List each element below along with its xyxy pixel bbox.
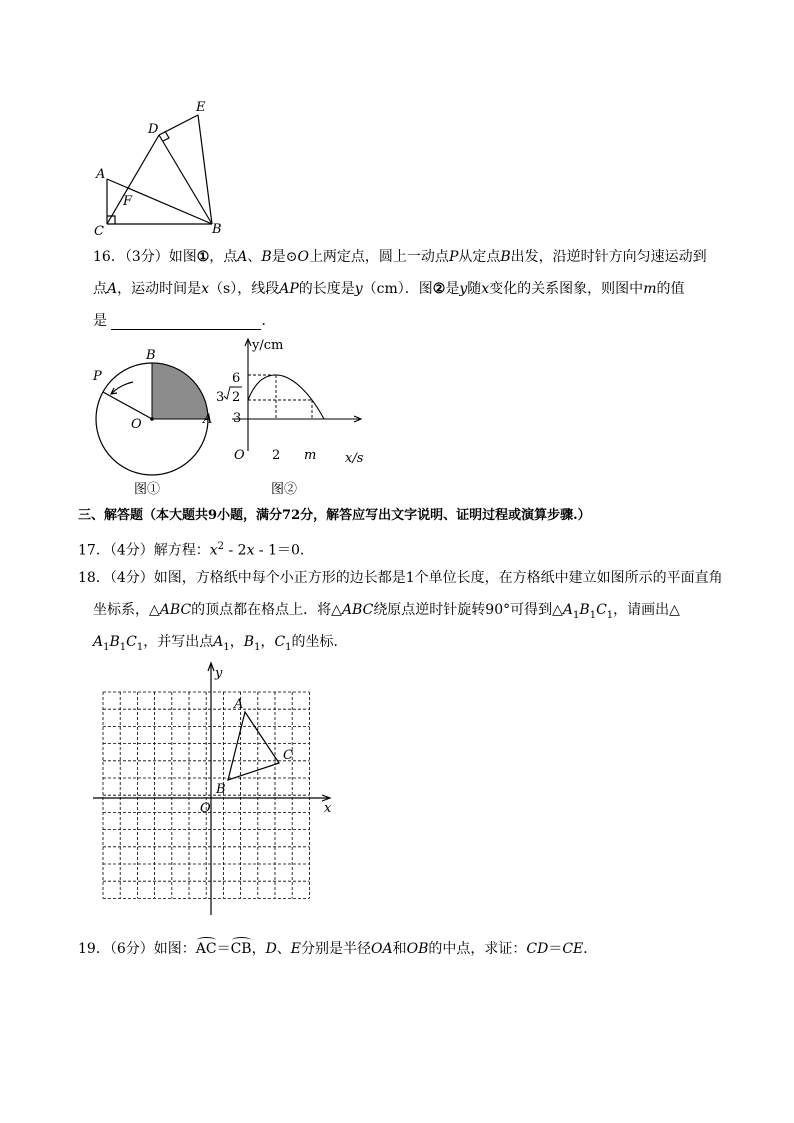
q18-line3: $A_1B_1C_1$，并写出点$A_1$，$B_1$，$C_1$的坐标． — [93, 634, 348, 653]
shaded-sector — [152, 363, 208, 419]
q18-line2: 坐标系，△ABC的顶点都在格点上．将△ABC绕原点逆时针旋转90°可得到$\triangle A_1B_1C_1$，请画出△ — [93, 602, 680, 621]
q16-line1: 16．（3分）如图①，点A、B是⊙O上两定点，圆上一动点P从定点B出发，沿逆时针方向匀速运动到 — [93, 249, 707, 265]
tick-6: 6 — [232, 371, 241, 386]
label-O: O — [234, 448, 245, 463]
segment-EB — [198, 115, 212, 224]
tick-3sqrt2: 3 — [216, 390, 225, 405]
section3-heading: 三、解答题（本大题共9小题，满分72分，解答应写出文字说明、证明过程或演算步骤.） — [78, 508, 591, 523]
segment-DB — [159, 135, 212, 224]
curve — [248, 375, 324, 419]
rotation-arrow — [111, 382, 133, 394]
q16-line3: 是 ． — [93, 313, 276, 329]
label-A: A — [203, 412, 213, 427]
label-A: A — [234, 697, 244, 712]
q19: 19．（6分）如图：AC＝CB，D、E分别是半径OA和OB的中点，求证：CD＝CE． — [78, 941, 598, 957]
caption-fig2: 图② — [271, 482, 298, 497]
figure-q16-circle — [85, 348, 225, 498]
caption-fig1: 图① — [134, 482, 161, 497]
label-y: y — [215, 666, 223, 681]
label-F: F — [123, 194, 133, 209]
segment-DE — [159, 115, 198, 135]
label-B: B — [216, 782, 226, 797]
label-E: E — [196, 100, 206, 115]
arc-CB: CB — [230, 941, 252, 957]
label-D: D — [148, 122, 159, 137]
radius-OP — [103, 392, 152, 419]
tick-sqrt2-radicand: 2 — [232, 390, 241, 405]
segment-CD — [107, 135, 159, 224]
center-point — [150, 417, 154, 421]
answer-blank[interactable] — [111, 315, 261, 330]
arc-AC: AC — [195, 941, 217, 957]
label-C: C — [283, 748, 293, 763]
label-xlabel: x/s — [345, 451, 364, 466]
figure-q15 — [85, 95, 235, 240]
figure-q18-grid — [90, 660, 350, 925]
label-O: O — [200, 801, 211, 816]
label-O: O — [131, 417, 142, 432]
tick-m: m — [304, 448, 317, 463]
label-A: A — [96, 167, 106, 182]
label-B: B — [212, 222, 222, 237]
tick-3: 3 — [233, 411, 242, 426]
tick-2: 2 — [272, 448, 281, 463]
label-ylabel: y/cm — [252, 338, 284, 353]
label-P: P — [93, 369, 102, 384]
grid-lines — [103, 692, 309, 898]
label-B: B — [146, 348, 156, 363]
label-C: C — [94, 224, 104, 239]
label-x: x — [324, 801, 332, 816]
triangle-ABC — [228, 712, 279, 780]
figure-q16-graph — [212, 333, 372, 498]
q16-line2: 点A，运动时间是x（s），线段AP的长度是y（cm）．图②是y随x变化的关系图象，则图中m的值 — [93, 281, 685, 297]
q17: 17．（4分）解方程：$x^2 - 2x - 1=0$． — [78, 541, 314, 559]
q18-line1: 18．（4分）如图，方格纸中每个小正方形的边长都是1个单位长度，在方格纸中建立如图所示的平面直角 — [78, 570, 723, 586]
